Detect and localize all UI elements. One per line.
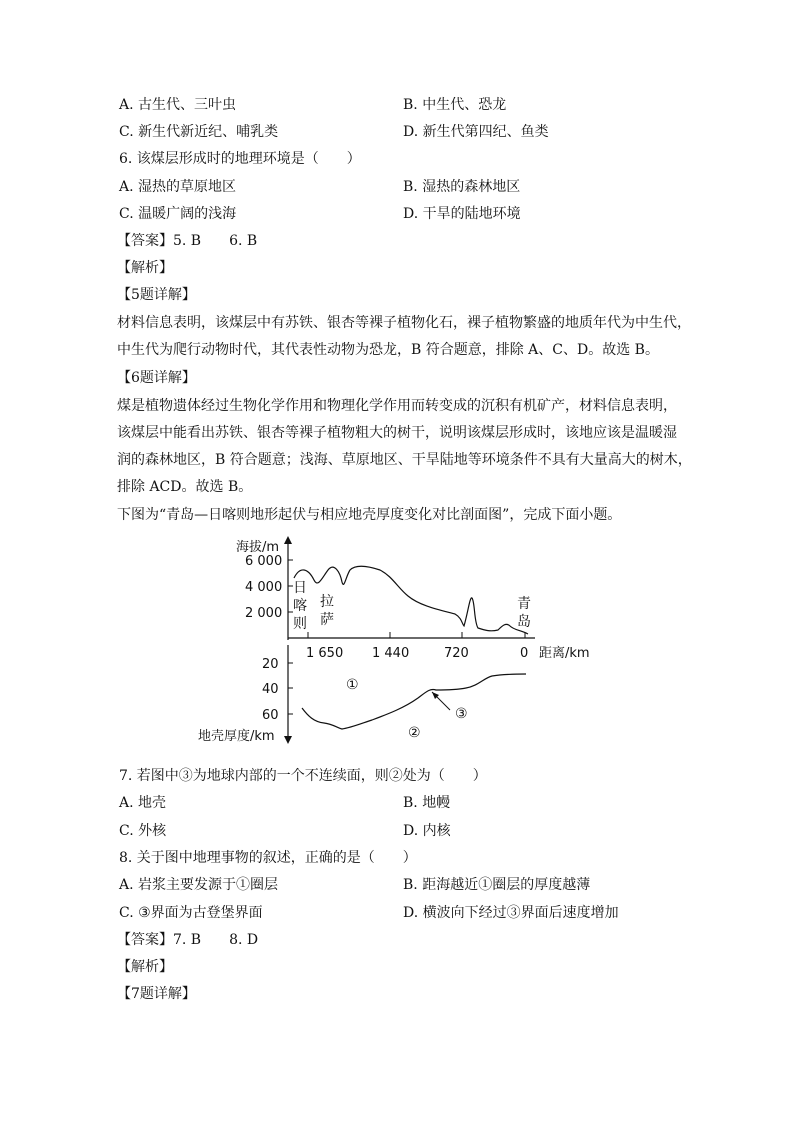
detail-5-text [117, 310, 691, 364]
marker-1: ① [346, 677, 359, 693]
answer-5-6: 【答案】5. B 6. B [117, 233, 258, 249]
figure-intro: 下图为“青岛—日喀则地形起伏与相应地壳厚度变化对比剖面图”，完成下面小题。 [117, 507, 622, 523]
thickness-axis-arrow [284, 736, 292, 744]
distance-axis-label: 距离/km [539, 646, 590, 661]
marker-3: ③ [455, 706, 468, 722]
detail-5-line: 材料信息表明，该煤层中有苏铁、银杏等裸子植物化石，裸子植物繁盛的地质年代为中生代， [117, 315, 691, 331]
distance-tick: 1 440 [372, 646, 410, 661]
answer-7-8: 【答案】7. B 8. D [117, 932, 259, 948]
q8-stem: 8. 关于图中地理事物的叙述，正确的是（ ） [119, 850, 417, 866]
distance-tick: 720 [444, 646, 469, 661]
detail-7-label: 【7题详解】 [117, 986, 196, 1002]
detail-6-line: 该煤层中能看出苏铁、银杏等裸子植物粗大的树干，说明该煤层形成时，该地应该是温暖湿 [117, 425, 677, 441]
elevation-tick: 4 000 [245, 580, 283, 595]
profile-chart [0, 530, 794, 750]
analysis-label-2: 【解析】 [117, 959, 173, 975]
place-lasa: 萨 [320, 612, 334, 628]
detail-5-label: 【5题详解】 [117, 287, 196, 303]
elevation-axis-arrow [284, 536, 292, 544]
thickness-tick: 40 [262, 682, 279, 697]
q6-option-c: C. 温暖广阔的浅海 [119, 206, 237, 222]
elevation-tick: 6 000 [245, 554, 283, 569]
elevation-tick: 2 000 [245, 606, 283, 621]
place-rikaze: 日 [293, 580, 307, 596]
elevation-axis-label: 海拔/m [236, 540, 280, 555]
q8-option-b: B. 距海越近①圈层的厚度越薄 [403, 877, 591, 893]
detail-6-text [117, 393, 692, 501]
q5-option-b: B. 中生代、恐龙 [403, 97, 507, 113]
q7-option-d: D. 内核 [403, 823, 451, 839]
q6-option-d: D. 干旱的陆地环境 [403, 206, 521, 222]
q6-stem: 6. 该煤层形成时的地理环境是（ ） [119, 151, 361, 167]
distance-tick: 0 [520, 646, 529, 661]
q7-option-c: C. 外核 [119, 823, 167, 839]
place-qingdao: 岛 [517, 614, 531, 630]
thickness-tick: 60 [262, 708, 279, 723]
q7-option-b: B. 地幔 [403, 795, 451, 811]
q8-option-a: A. 岩浆主要发源于①圈层 [119, 877, 279, 893]
q6-option-a: A. 湿热的草原地区 [119, 179, 237, 195]
place-lasa: 拉 [320, 594, 334, 610]
q5-option-c: C. 新生代新近纪、哺乳类 [119, 124, 279, 140]
q5-option-d: D. 新生代第四纪、鱼类 [403, 124, 549, 140]
detail-6-line: 煤是植物遗体经过生物化学作用和物理化学作用而转变成的沉积有机矿产，材料信息表明， [117, 398, 677, 414]
marker-2: ② [408, 725, 421, 741]
place-qingdao: 青 [517, 596, 531, 612]
q8-option-c: C. ③界面为古登堡界面 [119, 905, 263, 921]
thickness-axis-label: 地壳厚度/km [198, 729, 275, 744]
thickness-tick: 20 [262, 657, 279, 672]
distance-tick: 1 650 [306, 646, 344, 661]
detail-5-line: 中生代为爬行动物时代，其代表性动物为恐龙，B 符合题意，排除 A、C、D。故选 B。 [117, 342, 659, 358]
q6-option-b: B. 湿热的森林地区 [403, 179, 521, 195]
thickness-curve [302, 674, 526, 729]
detail-6-line: 排除 ACD。故选 B。 [117, 479, 253, 495]
q8-option-d: D. 横波向下经过③界面后速度增加 [403, 905, 619, 921]
q5-option-a: A. 古生代、三叶虫 [119, 97, 237, 113]
detail-6-line: 润的森林地区，B 符合题意；浅海、草原地区、干旱陆地等环境条件不具有大量高大的树木， [117, 452, 692, 468]
place-rikaze: 则 [293, 616, 307, 632]
place-rikaze: 喀 [293, 598, 307, 614]
q7-stem: 7. 若图中③为地球内部的一个不连续面，则②处为（ ） [119, 768, 487, 784]
detail-6-label: 【6题详解】 [117, 370, 196, 386]
q7-option-a: A. 地壳 [119, 795, 167, 811]
analysis-label: 【解析】 [117, 260, 173, 276]
